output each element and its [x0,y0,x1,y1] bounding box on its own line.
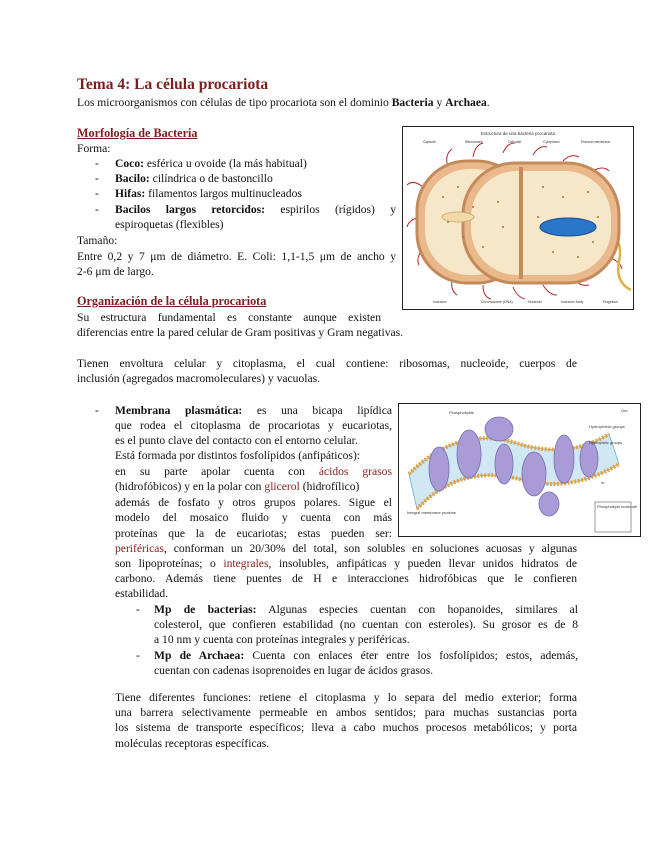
svg-text:Chromosome (DNA): Chromosome (DNA) [481,300,513,304]
list-item: Hifas: filamentos largos multinucleados [115,187,302,200]
funciones-line: una barrera selectivamente permeable en ambos sentidos; para muchas sustancias porta [115,706,577,719]
sub-item-line: a 10 nm y cuenta con proteínas integrales y periféricas. [154,633,410,646]
membrana-line: Está formada por distintos fosfolípidos (anfipáticos): [115,449,361,462]
membrane-diagram [399,404,640,536]
svg-text:Ribosomes: Ribosomes [465,140,483,144]
bacteria-diagram [403,127,633,309]
svg-text:Cell wall: Cell wall [508,140,522,144]
svg-text:Integral membrane proteins: Integral membrane proteins [407,510,456,515]
funciones-line: los sistema de transporte específicos; lleva a cabo muchos procesos metabólicos; y porta [115,721,577,734]
tamano-label: Tamaño: [77,234,118,247]
membrana-line: además de fosfato y otros grupos polares. Sigue el [115,496,392,509]
membrana-line: son lipoproteínas; o integrales, insolubles, anfipáticas y pueden llevar unidos hidratos de [115,557,577,570]
svg-text:In: In [601,480,605,485]
bullet-dash: - [95,404,99,417]
svg-text:Out: Out [621,408,628,413]
svg-text:Inclusion: Inclusion [433,300,447,304]
nucleoid [540,218,596,236]
svg-text:Nucleoid: Nucleoid [528,300,542,304]
bullet-dash: - [95,187,99,200]
sub-item-line: Mp de Archaea: Cuenta con enlaces éter entre los fosfolípidos; estos, además, [154,649,578,662]
section-heading-morfologia: Morfología de Bacteria [77,126,198,140]
svg-text:Flagellum: Flagellum [603,300,619,304]
membrana-line: periféricas, conforman un 20/30% del total, son solubles en soluciones acuosas y algunas [115,542,577,555]
bullet-dash: - [136,603,140,616]
inclusion-body [442,212,474,222]
svg-text:Phospholipids: Phospholipids [449,410,474,415]
membrana-line: que rodea el citoplasma de procariotas y eucariotas, [115,419,392,432]
funciones-line: moléculas receptoras específicas. [115,737,270,750]
bullet-dash: - [136,649,140,662]
membrana-line: modelo del mosaico fluido y cuenta con más [115,511,392,524]
list-item: Bacilo: cilíndrica o de bastoncillo [115,172,273,185]
membrana-line: estabilidad. [115,587,169,600]
forma-label: Forma: [77,142,111,155]
paragraph-line: diferencias entre la pared celular de Gram positivas y Gram negativas. [77,326,404,339]
list-item: Coco: esférica u ovoide (la más habitual) [115,157,307,170]
membrane-figure [398,403,641,537]
svg-text:Inclusion body: Inclusion body [561,300,584,304]
sub-item-line: colesterol, que confieren estabilidad (no cuentan con esteroles). Su grosor es de 8 [154,618,578,631]
svg-text:Hydrophilic groups: Hydrophilic groups [589,440,623,445]
svg-text:Capsule: Capsule [423,140,436,144]
membrana-line: en su parte apolar cuenta con ácidos grasos [115,465,392,478]
membrana-line: (hidrofóbicos) y en la polar con glicerol (hidrofílico) [115,480,360,493]
paragraph-line: inclusión (agregados macromoleculares) y vacuolas. [77,372,321,385]
svg-text:Cytoplasm: Cytoplasm [543,140,560,144]
membrana-line: proteínas que la de eucariotas; estas pueden ser: [115,527,392,540]
bacteria-figure [402,126,634,310]
bullet-dash: - [95,203,99,216]
list-item-continuation: espiroquetas (flexibles) [115,218,224,231]
membrana-line: es el punto clave del contacto con el entorno celular. [115,434,358,447]
sub-item-line: cuentan con cadenas isoprenoides en lugar de ácidos grasos. [154,664,434,677]
page-title: Tema 4: La célula procariota [77,76,269,93]
funciones-line: Tiene diferentes funciones: retiene el citoplasma y lo separa del medio exterior; forma [115,691,577,704]
bullet-dash: - [95,157,99,170]
svg-text:Plasma membrane: Plasma membrane [581,140,611,144]
sub-item-line: Mp de bacterias: Algunas especies cuentan con hopanoides, similares al [154,603,578,616]
membrana-line: Membrana plasmática: es una bicapa lipídica [115,404,392,417]
svg-text:Hydrophobic groups: Hydrophobic groups [589,424,625,429]
tamano-text: 2-6 μm de largo. [77,265,154,278]
paragraph-line: Su estructura fundamental es constante aunque existen [77,311,381,324]
svg-text:Phospholipid molecule: Phospholipid molecule [597,504,638,509]
paragraph-line: Tienen envoltura celular y citoplasma, el cual contiene: ribosomas, nucleoide, cuerpos de [77,357,577,370]
section-heading-organizacion: Organización de la célula procariota [77,294,267,308]
list-item: Bacilos largos retorcidos: espirilos (rígidos) y [115,203,396,216]
intro-text: Los microorganismos con células de tipo procariota son el dominio Bacteria y Archaea. [77,96,490,109]
bullet-dash: - [95,172,99,185]
membrana-line: carbono. Además tiene puentes de H e interacciones hidrofóbicas que le confieren [115,572,577,585]
figure-title: Estructura de una bacteria procariota [480,131,556,136]
cell-right [463,163,619,283]
tamano-text: Entre 0,2 y 7 μm de diámetro. E. Coli: 1,1-1,5 μm de ancho y [77,250,396,263]
